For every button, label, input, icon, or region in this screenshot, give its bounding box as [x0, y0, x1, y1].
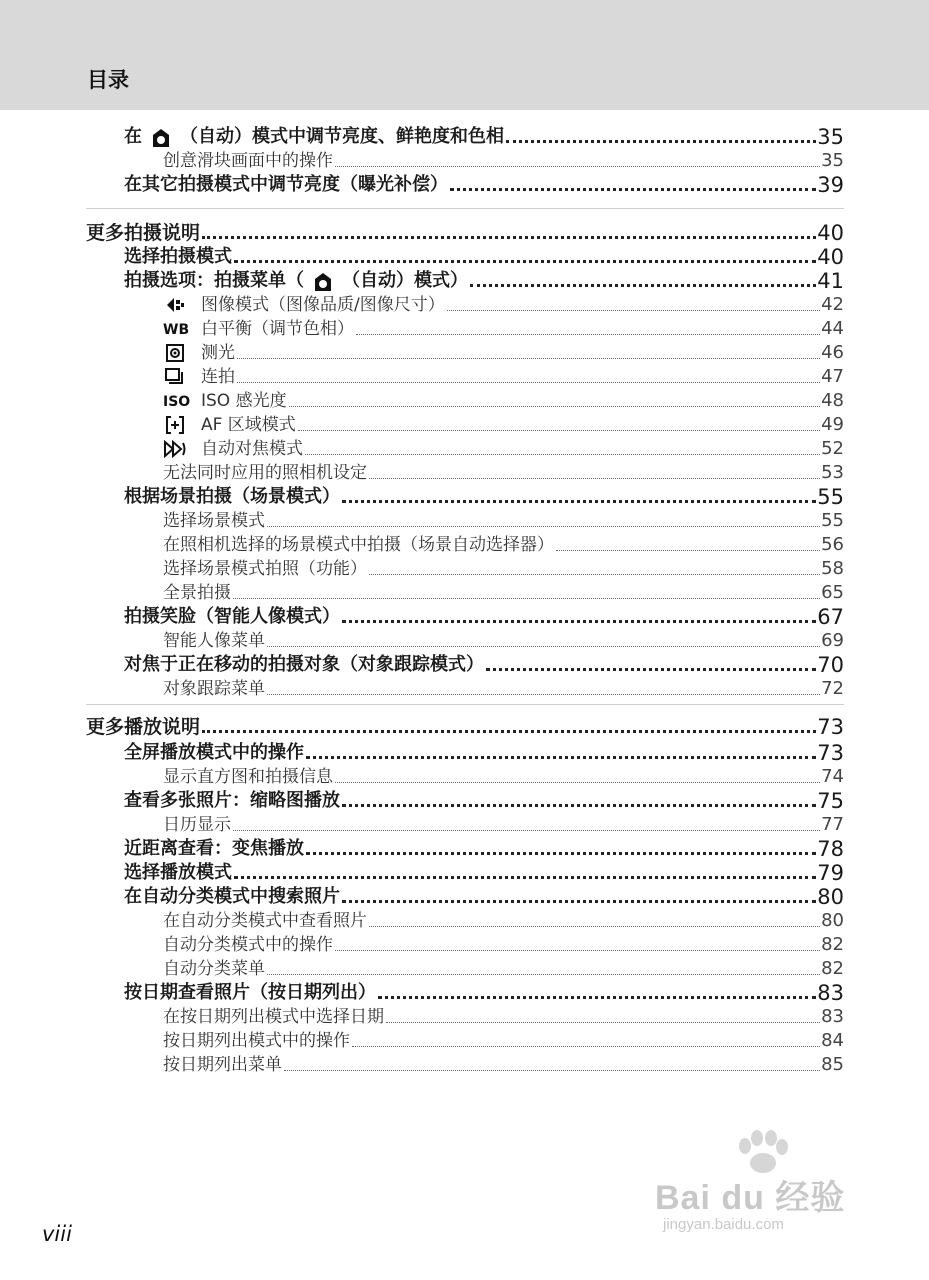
toc-page-number: 79 — [817, 861, 844, 885]
dot-leader — [237, 358, 820, 359]
toc-page-number: 35 — [817, 125, 844, 149]
toc-entry[interactable] — [163, 556, 844, 580]
toc-page-number: 42 — [821, 294, 844, 315]
toc-page-number: 49 — [821, 414, 844, 435]
toc-entry-label: 选择场景模式拍照（功能） — [163, 559, 367, 579]
toc-entry[interactable] — [163, 1004, 844, 1028]
dot-leader — [342, 804, 816, 807]
toc-entry-label: 无法同时应用的照相机设定 — [163, 463, 367, 483]
toc-entry-label: 按日期列出模式中的操作 — [163, 1031, 350, 1051]
watermark-brand: Bai du 经验 — [655, 1179, 846, 1217]
dot-leader — [234, 260, 816, 263]
dot-leader — [447, 310, 820, 311]
metering-icon — [163, 344, 187, 364]
dot-leader — [305, 454, 820, 455]
toc-entry-label: 在 — [124, 126, 142, 147]
toc-page-number: 78 — [817, 837, 844, 861]
iso-icon: ISO — [163, 394, 191, 410]
toc-entry-label: 按日期查看照片（按日期列出） — [124, 982, 376, 1003]
toc-entry-label: 自动对焦模式 — [201, 439, 303, 459]
toc-entry-label: 根据场景拍摄（场景模式） — [124, 486, 340, 507]
toc-page-number: 73 — [817, 715, 844, 739]
toc-entry-label: 连拍 — [201, 367, 235, 387]
toc-entry-label: 全屏播放模式中的操作 — [124, 742, 304, 763]
dot-leader — [202, 730, 816, 733]
toc-entry[interactable] — [163, 932, 844, 956]
toc-page-number: 67 — [817, 605, 844, 629]
dot-leader — [306, 852, 816, 855]
toc-section[interactable] — [86, 220, 844, 244]
toc-page-number: 47 — [821, 366, 844, 387]
toc-entry-label: 图像模式（图像品质/图像尺寸） — [201, 295, 445, 315]
toc-page-number: 52 — [821, 438, 844, 459]
toc-entry-label: 全景拍摄 — [163, 583, 231, 603]
toc-entry-label: 选择播放模式 — [124, 862, 232, 883]
toc-page-number: 82 — [821, 934, 844, 955]
toc-entry[interactable] — [163, 316, 844, 340]
toc-entry[interactable] — [124, 124, 844, 148]
page-number-footer: viii — [42, 1222, 72, 1246]
af-area-icon — [163, 416, 187, 436]
toc-section[interactable] — [86, 714, 844, 738]
toc-entry[interactable] — [124, 604, 844, 628]
baidu-jingyan-watermark — [655, 1130, 885, 1240]
toc-entry-label: 选择拍摄模式 — [124, 246, 232, 267]
dot-leader — [335, 166, 820, 167]
toc-entry[interactable] — [163, 436, 844, 460]
toc-page-number: 72 — [821, 678, 844, 699]
toc-entry-label: 对焦于正在移动的拍摄对象（对象跟踪模式） — [124, 654, 484, 675]
auto-mode-camera-icon — [312, 272, 334, 292]
toc-page-number: 40 — [817, 221, 844, 245]
dot-leader — [369, 574, 820, 575]
toc-entry[interactable] — [124, 244, 844, 268]
toc-entry-label: （自动）模式中调节亮度、鲜艳度和色相 — [180, 126, 504, 147]
toc-entry[interactable] — [163, 292, 844, 316]
toc-page-number: 80 — [821, 910, 844, 931]
toc-entry[interactable] — [163, 1052, 844, 1076]
toc-entry-label: 在自动分类模式中查看照片 — [163, 911, 367, 931]
toc-page-number: 83 — [817, 981, 844, 1005]
continuous-icon — [163, 368, 187, 388]
toc-entry[interactable] — [163, 148, 844, 172]
toc-page-number: 44 — [821, 318, 844, 339]
dot-leader — [267, 694, 820, 695]
toc-entry-label: 智能人像菜单 — [163, 631, 265, 651]
section-divider — [86, 704, 844, 705]
toc-page-number: 56 — [821, 534, 844, 555]
dot-leader — [386, 1022, 820, 1023]
toc-entry-label: 创意滑块画面中的操作 — [163, 151, 333, 171]
toc-page-number: 46 — [821, 342, 844, 363]
toc-entry[interactable] — [163, 956, 844, 980]
toc-entry-label: 在按日期列出模式中选择日期 — [163, 1007, 384, 1027]
toc-page-number: 58 — [821, 558, 844, 579]
toc-page-number: 80 — [817, 885, 844, 909]
toc-entry-label: 白平衡（调节色相） — [201, 319, 354, 339]
toc-page-number: 70 — [817, 653, 844, 677]
dot-leader — [234, 876, 816, 879]
toc-entry-label: 对象跟踪菜单 — [163, 679, 265, 699]
toc-section-label: 更多拍摄说明 — [86, 222, 201, 244]
dot-leader — [506, 140, 816, 143]
toc-entry-label: 在照相机选择的场景模式中拍摄（场景自动选择器） — [163, 535, 554, 555]
dot-leader — [486, 668, 816, 671]
dot-leader — [267, 526, 820, 527]
toc-entry[interactable] — [124, 484, 844, 508]
toc-entry[interactable] — [163, 364, 844, 388]
toc-page-number: 55 — [821, 510, 844, 531]
toc-entry-label: 按日期列出菜单 — [163, 1055, 282, 1075]
white-balance-icon: WB — [163, 322, 190, 338]
dot-leader — [289, 406, 821, 407]
dot-leader — [306, 756, 816, 759]
toc-entry-label: 在自动分类模式中搜索照片 — [124, 886, 340, 907]
toc-entry-label: 拍摄笑脸（智能人像模式） — [124, 606, 340, 627]
toc-entry-label: 近距离查看：变焦播放 — [124, 838, 304, 859]
dot-leader — [342, 620, 816, 623]
dot-leader — [284, 1070, 820, 1071]
toc-entry[interactable] — [163, 412, 844, 436]
paw-logo-icon — [733, 1130, 793, 1174]
dot-leader — [335, 782, 820, 783]
toc-entry[interactable] — [163, 908, 844, 932]
toc-page-number: 83 — [821, 1006, 844, 1027]
toc-entry[interactable] — [163, 388, 844, 412]
toc-page-number: 40 — [817, 245, 844, 269]
toc-page-number: 48 — [821, 390, 844, 411]
dot-leader — [342, 900, 816, 903]
toc-entry[interactable] — [163, 764, 844, 788]
dot-leader — [378, 996, 816, 999]
toc-page-number: 75 — [817, 789, 844, 813]
toc-section-label: 更多播放说明 — [86, 716, 201, 738]
toc-page-number: 77 — [821, 814, 844, 835]
dot-leader — [450, 188, 816, 191]
toc-entry[interactable] — [124, 884, 844, 908]
dot-leader — [335, 950, 820, 951]
toc-entry-label: 选择场景模式 — [163, 511, 265, 531]
af-mode-icon — [163, 440, 187, 460]
dot-leader — [369, 926, 820, 927]
toc-page-number: 73 — [817, 741, 844, 765]
toc-entry[interactable] — [163, 1028, 844, 1052]
toc-page-number: 55 — [817, 485, 844, 509]
toc-entry[interactable] — [124, 740, 844, 764]
dot-leader — [298, 430, 820, 431]
toc-entry-label: AF 区域模式 — [201, 415, 296, 435]
toc-page-number: 85 — [821, 1054, 844, 1075]
toc-entry-label: （自动）模式） — [342, 270, 468, 291]
toc-page-number: 65 — [821, 582, 844, 603]
toc-entry[interactable] — [163, 532, 844, 556]
toc-page-number: 69 — [821, 630, 844, 651]
dot-leader — [352, 1046, 820, 1047]
toc-entry-label: 自动分类菜单 — [163, 959, 265, 979]
toc-entry[interactable] — [163, 508, 844, 532]
toc-entry-label: 日历显示 — [163, 815, 231, 835]
dot-leader — [202, 236, 816, 239]
toc-entry[interactable] — [124, 788, 844, 812]
toc-entry-label: 自动分类模式中的操作 — [163, 935, 333, 955]
toc-entry[interactable] — [124, 980, 844, 1004]
toc-entry-label: ISO 感光度 — [201, 391, 287, 411]
toc-entry[interactable] — [124, 172, 844, 196]
dot-leader — [233, 598, 820, 599]
toc-entry[interactable] — [163, 580, 844, 604]
toc-entry-label: 测光 — [201, 343, 235, 363]
toc-page-number: 84 — [821, 1030, 844, 1051]
dot-leader — [556, 550, 820, 551]
toc-entry[interactable] — [124, 652, 844, 676]
toc-page-number: 74 — [821, 766, 844, 787]
toc-entry[interactable] — [124, 268, 844, 292]
toc-page-number: 35 — [821, 150, 844, 171]
auto-mode-camera-icon — [150, 128, 172, 148]
toc-entry[interactable] — [124, 836, 844, 860]
dot-leader — [237, 382, 820, 383]
toc-page-number: 53 — [821, 462, 844, 483]
page-title: 目录 — [87, 68, 129, 92]
section-divider — [86, 208, 844, 209]
dot-leader — [342, 500, 816, 503]
toc-entry[interactable] — [163, 460, 844, 484]
toc-entry-label: 在其它拍摄模式中调节亮度（曝光补偿） — [124, 174, 448, 195]
watermark-site: jingyan.baidu.com — [663, 1216, 784, 1233]
toc-entry-label: 查看多张照片：缩略图播放 — [124, 790, 340, 811]
toc-entry-label: 拍摄选项：拍摄菜单（ — [124, 270, 304, 291]
dot-leader — [356, 334, 820, 335]
toc-page-number: 82 — [821, 958, 844, 979]
toc-page-number: 41 — [817, 269, 844, 293]
toc-entry[interactable] — [163, 676, 844, 700]
dot-leader — [267, 646, 820, 647]
toc-entry-label: 显示直方图和拍摄信息 — [163, 767, 333, 787]
toc-entry[interactable] — [163, 628, 844, 652]
dot-leader — [233, 830, 820, 831]
toc-page-number: 39 — [817, 173, 844, 197]
image-mode-icon — [163, 296, 187, 316]
toc-entry[interactable] — [163, 340, 844, 364]
toc-entry[interactable] — [124, 860, 844, 884]
toc-entry[interactable] — [163, 812, 844, 836]
dot-leader — [470, 284, 816, 287]
dot-leader — [369, 478, 820, 479]
page-header — [0, 0, 929, 110]
dot-leader — [267, 974, 820, 975]
